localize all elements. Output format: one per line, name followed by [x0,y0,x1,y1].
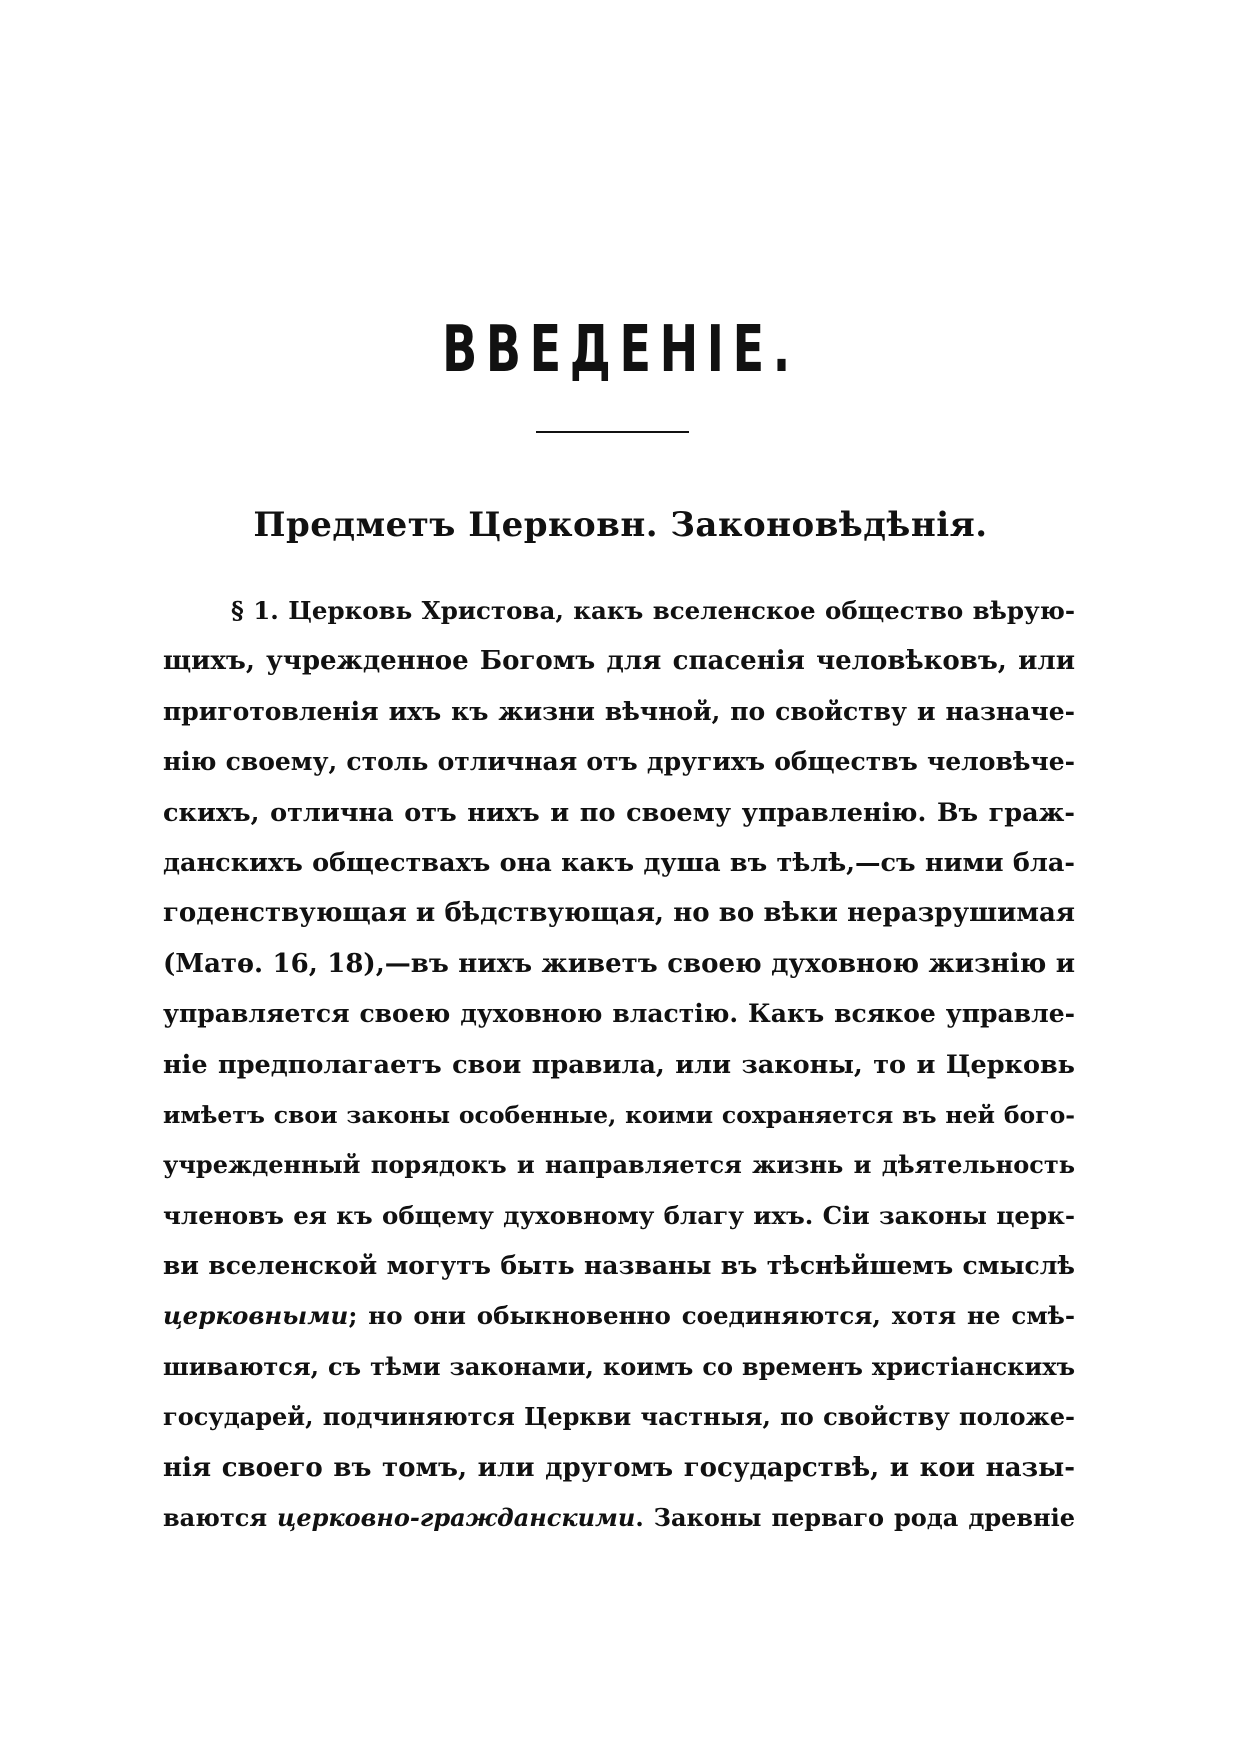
body-paragraph [163,586,1075,1543]
text-fragment: ваются [163,1503,278,1533]
text-line: нія своего въ томъ, или другомъ государствѣ, и кои назы- [163,1452,1075,1483]
text-line: (Матѳ. 16, 18),—въ нихъ живетъ своею духовною жизнію и [163,948,1075,979]
text-line [163,1291,1075,1341]
text-line: ніе предполагаетъ свои правила, или законы, то и Церковь [163,1049,1075,1080]
text-line: скихъ, отлична отъ нихъ и по своему управленію. Въ граж- [163,797,1075,828]
text-line: данскихъ обществахъ она какъ душа въ тѣлѣ,—съ ними бла- [163,847,1075,878]
italic-term: церковными [163,1301,349,1331]
text-line: имѣетъ свои законы особенные, коими сохраняется въ ней бого- [163,1100,1075,1129]
text-line: годенствующая и бѣдствующая, но во вѣки неразрушимая [163,898,1075,929]
section-subheading: Предметъ Церковн. Законовѣдѣнія. [253,505,988,545]
text-line: членовъ ея къ общему духовному благу ихъ. Сіи законы церк- [163,1200,1075,1230]
text-fragment: ; но они обыкновенно соединяются, хотя не смѣ- [348,1301,1075,1331]
text-line: приготовленія ихъ къ жизни вѣчной, по свойству и назначе- [163,696,1075,726]
heading-divider [536,431,689,433]
text-line [163,1493,1075,1543]
italic-term: церковно-гражданскими [277,1503,636,1533]
text-line: щихъ, учрежденное Богомъ для спасенія человѣковъ, или [163,646,1075,677]
text-line: нію своему, столь отличная отъ другихъ обществъ человѣче- [163,747,1075,777]
text-line: управляется своею духовною властію. Какъ всякое управле- [163,999,1075,1029]
text-line: ви вселенской могутъ быть названы въ тѣснѣйшемъ смыслѣ [163,1251,1075,1281]
text-fragment: . Законы перваго рода древніе [635,1503,1076,1533]
text-line: § 1. Церковь Христова, какъ вселенское общество вѣрую- [231,596,1075,625]
chapter-heading: ВВЕДЕНІЕ. [442,313,799,387]
text-line: шиваются, съ тѣми законами, коимъ со временъ христіанскихъ [163,1351,1075,1381]
text-line: учрежденный порядокъ и направляется жизнь и дѣятельность [163,1150,1075,1180]
text-line: государей, подчиняются Церкви частныя, по свойству положе- [163,1402,1075,1432]
